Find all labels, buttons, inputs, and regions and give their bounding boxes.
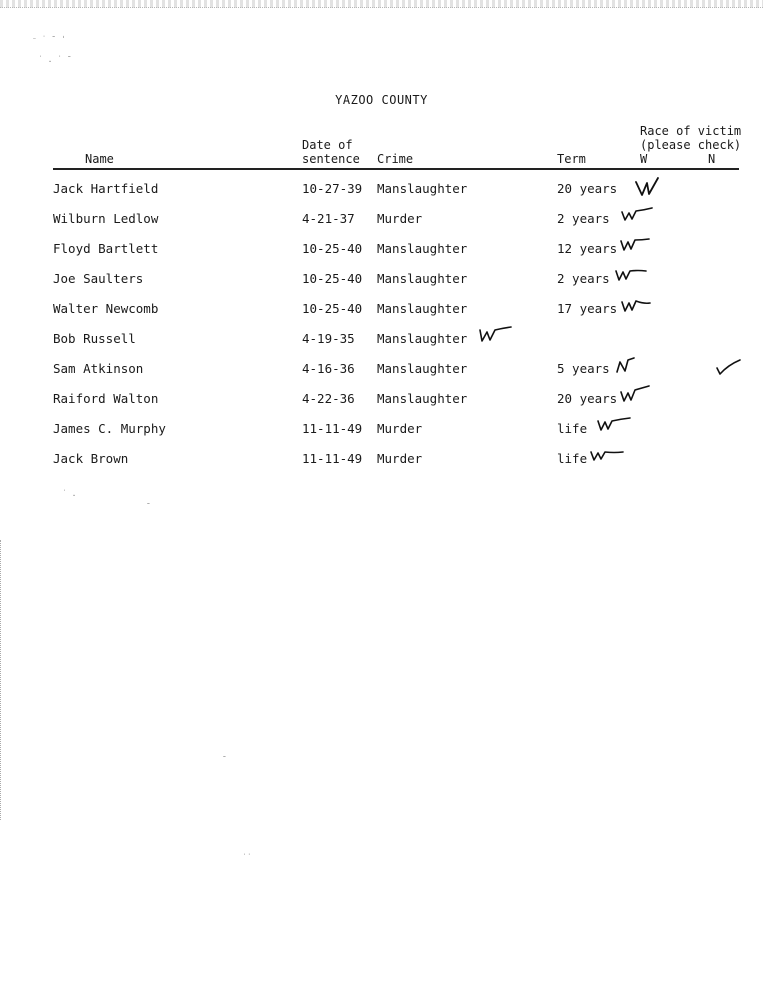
row-date: 4-19-35 [302, 331, 355, 346]
handwritten-w-mark [619, 384, 651, 406]
row-crime: Manslaughter [377, 271, 468, 286]
row-term: 5 years [557, 361, 610, 376]
header-crime: Crime [377, 152, 414, 166]
header-race-n: N [708, 152, 716, 166]
handwritten-n-mark [615, 356, 637, 376]
row-term: 20 years [557, 391, 618, 406]
handwritten-w-mark [589, 448, 625, 464]
row-date: 10-27-39 [302, 181, 363, 196]
row-date: 4-21-37 [302, 211, 355, 226]
header-race-w: W [640, 152, 648, 166]
row-term: 20 years [557, 181, 618, 196]
row-name: Jack Brown [53, 451, 129, 466]
row-term: life [557, 421, 588, 436]
row-crime: Manslaughter [377, 361, 468, 376]
row-name: Jack Hartfield [53, 181, 159, 196]
scan-top-edge [0, 0, 763, 8]
header-race-of-victim: Race of victim [640, 124, 742, 138]
row-name: Wilburn Ledlow [53, 211, 159, 226]
handwritten-w-mark [620, 206, 654, 224]
row-crime: Murder [377, 421, 423, 436]
scan-left-edge [0, 540, 3, 820]
row-name: Bob Russell [53, 331, 136, 346]
row-date: 4-22-36 [302, 391, 355, 406]
row-crime: Manslaughter [377, 331, 468, 346]
handwritten-w-mark [634, 176, 660, 198]
row-crime: Murder [377, 451, 423, 466]
row-crime: Manslaughter [377, 181, 468, 196]
row-term: 12 years [557, 241, 618, 256]
row-date: 11-11-49 [302, 421, 363, 436]
header-rule [53, 168, 739, 170]
handwritten-w-mark [614, 266, 648, 284]
row-name: Floyd Bartlett [53, 241, 159, 256]
header-date-of: Date of [302, 138, 353, 152]
scan-speck: ˙ . ˙ ˉ [38, 55, 72, 64]
row-name: James C. Murphy [53, 421, 166, 436]
scan-speck: ˉ [222, 755, 227, 764]
header-term: Term [557, 152, 586, 166]
scan-speck: ⁻ ˙ ˉ ˈ [32, 35, 66, 44]
scan-speck: ˙˙ [242, 853, 252, 862]
row-term: life [557, 451, 588, 466]
header-name: Name [85, 152, 114, 166]
handwritten-w-mark [620, 296, 652, 316]
handwritten-w-mark [477, 324, 513, 346]
row-name: Walter Newcomb [53, 301, 159, 316]
row-crime: Manslaughter [377, 391, 468, 406]
row-term: 2 years [557, 211, 610, 226]
row-name: Sam Atkinson [53, 361, 144, 376]
row-date: 10-25-40 [302, 301, 363, 316]
row-crime: Manslaughter [377, 241, 468, 256]
scan-speck: ˉ [146, 502, 151, 511]
row-crime: Manslaughter [377, 301, 468, 316]
header-please-check: (please check) [640, 138, 742, 152]
row-term: 2 years [557, 271, 610, 286]
row-term: 17 years [557, 301, 618, 316]
row-date: 10-25-40 [302, 241, 363, 256]
row-name: Joe Saulters [53, 271, 144, 286]
header-sentence: sentence [302, 152, 360, 166]
handwritten-check-mark [714, 358, 742, 378]
row-crime: Murder [377, 211, 423, 226]
row-date: 10-25-40 [302, 271, 363, 286]
handwritten-w-mark [596, 416, 632, 434]
row-date: 11-11-49 [302, 451, 363, 466]
page-title: YAZOO COUNTY [335, 93, 428, 107]
row-date: 4-16-36 [302, 361, 355, 376]
row-name: Raiford Walton [53, 391, 159, 406]
handwritten-w-mark [619, 236, 651, 254]
scan-speck: ˙ . [62, 489, 77, 498]
